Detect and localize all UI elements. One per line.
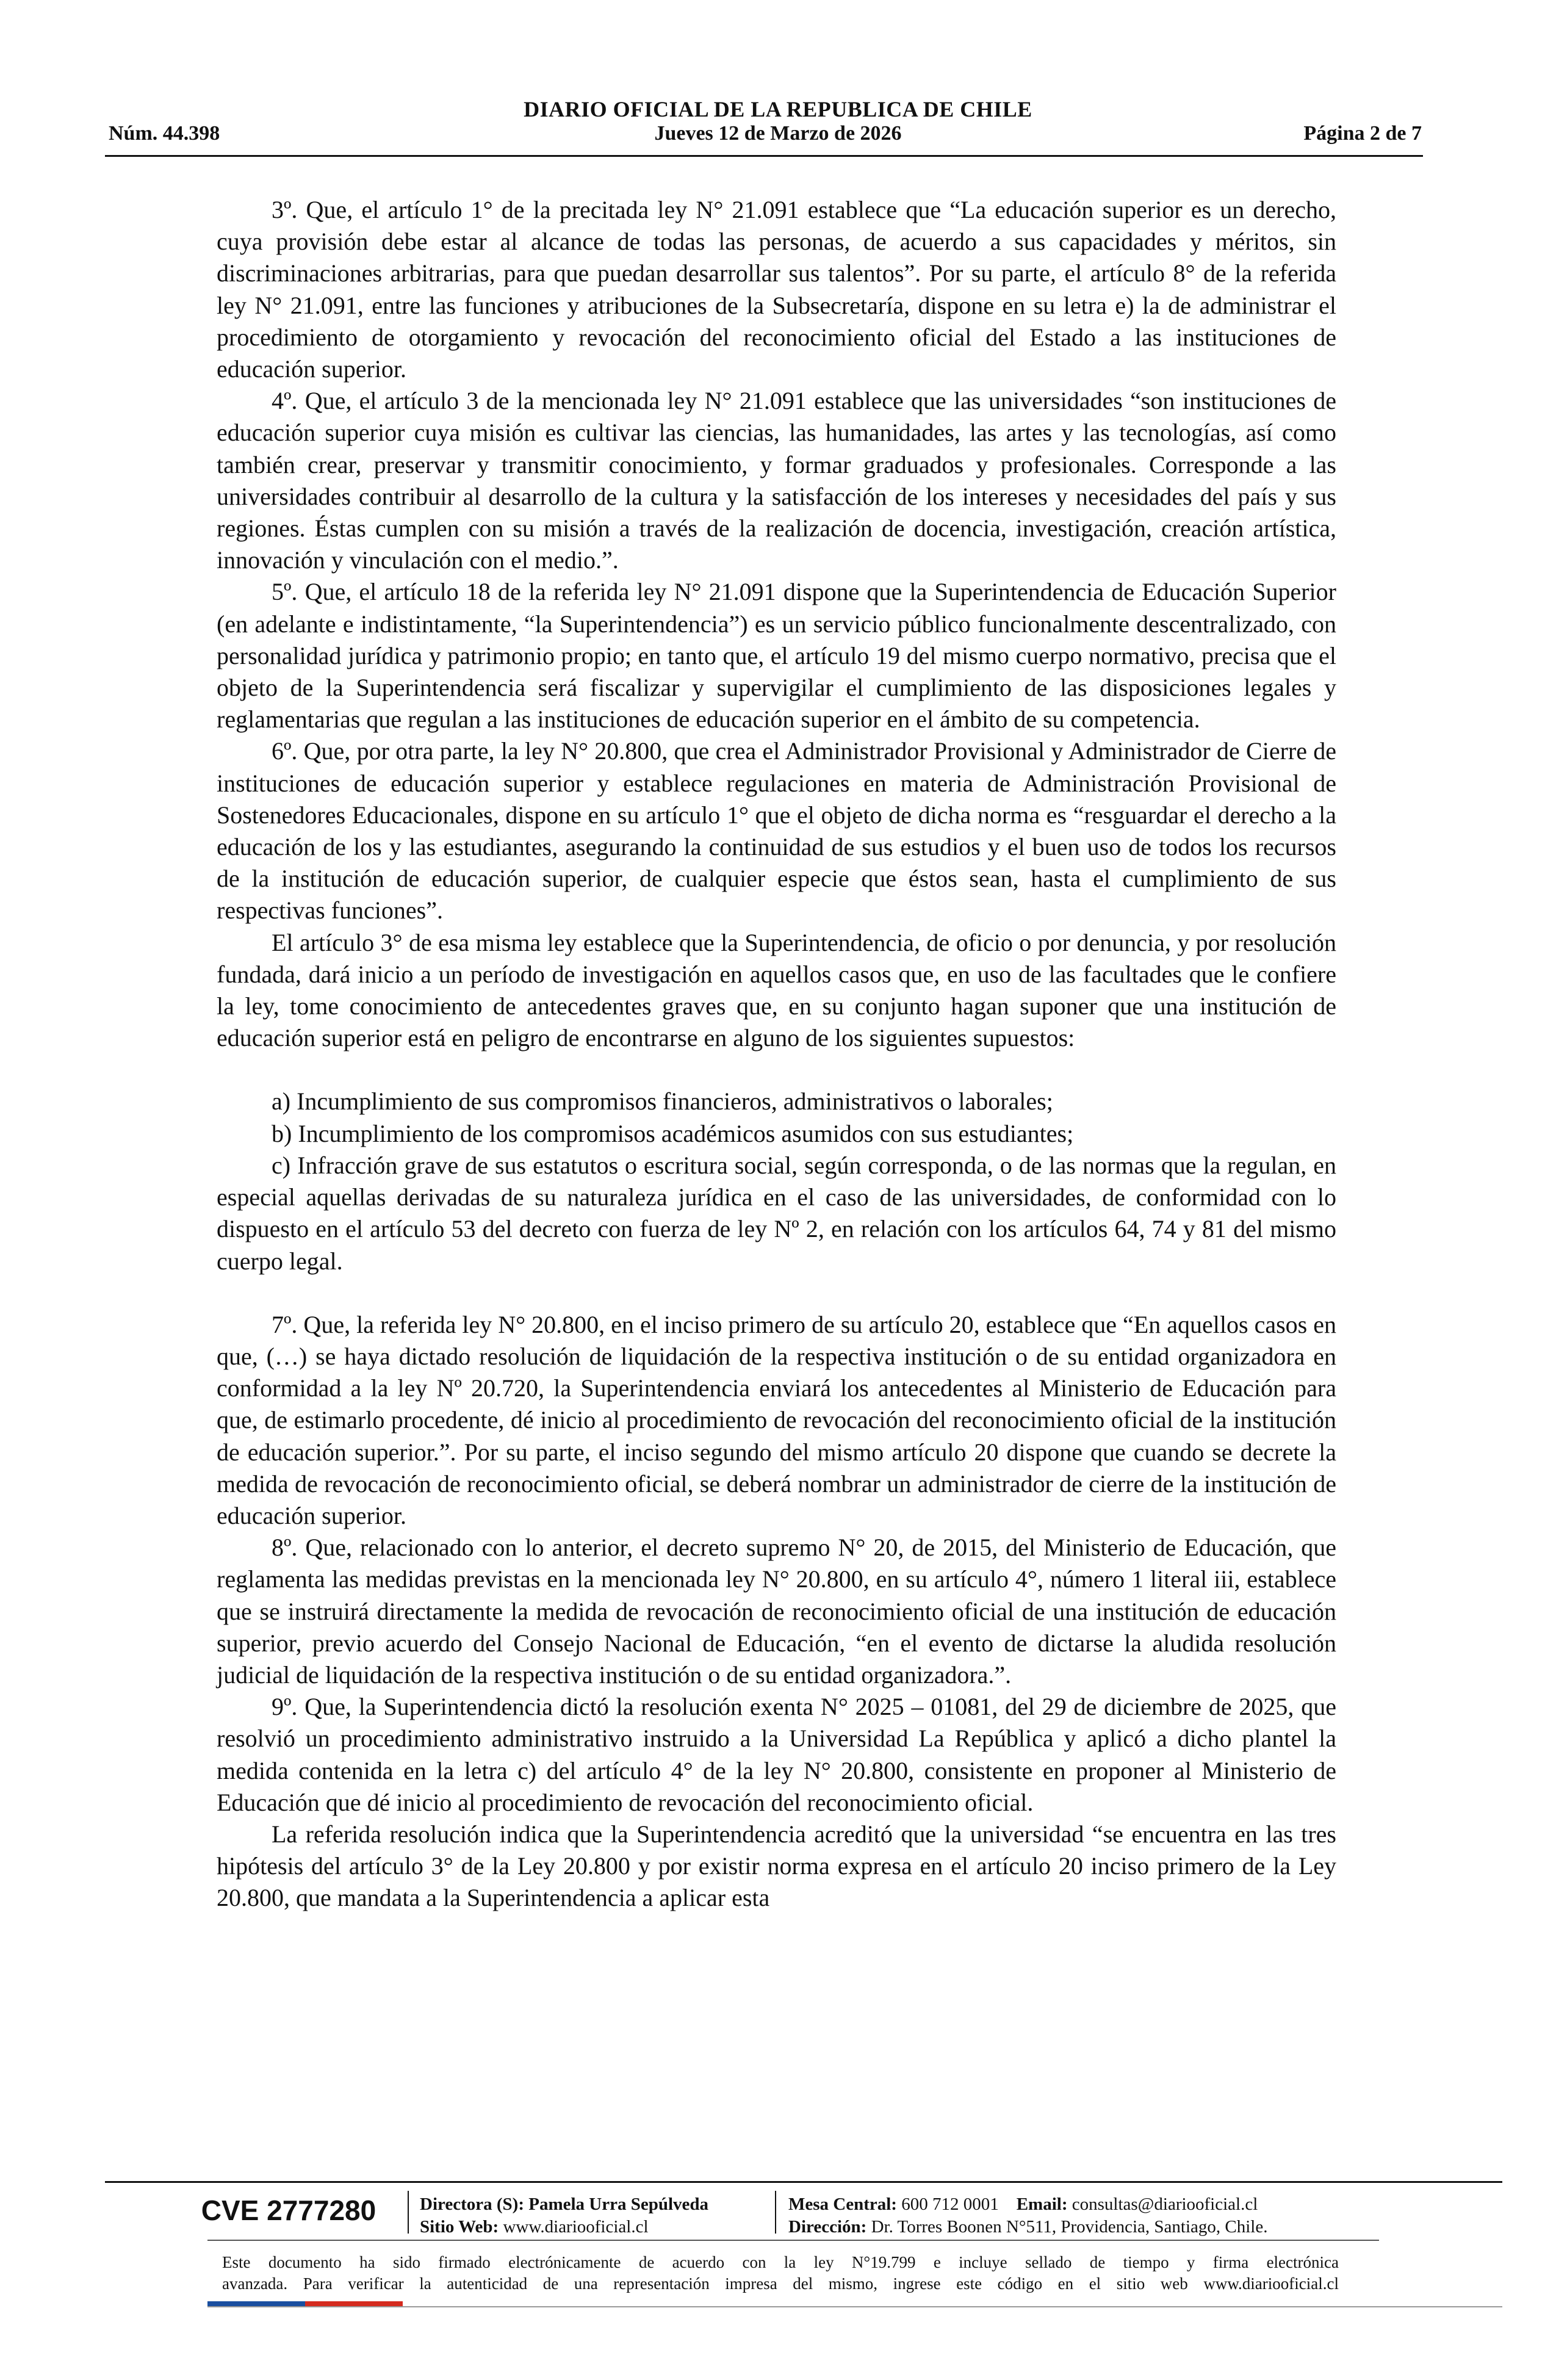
- paragraph-7: 7º. Que, la referida ley N° 20.800, en el inciso primero de su artículo 20, establece que “En aquellos casos en que, (…) se haya dictado resolución de liquidación de la respectiva institución o de su entidad organizadora en conformidad a la ley Nº 20.720, la Superintendencia enviará los antecedentes al Ministerio de Educación para que, de estimarlo procedente, dé inicio al procedimiento de revocación del reconocimiento oficial de la institución de educación superior.”. Por su parte, el inciso segundo del mismo artículo 20 dispone que cuando se decrete la medida de revocación de reconocimiento oficial, se deberá nombrar un administrador de cierre de la institución de educación superior.: [217, 1310, 1336, 1529]
- director-name: Pamela Urra Sepúlveda: [528, 2194, 709, 2214]
- address-label: Dirección:: [788, 2217, 867, 2237]
- list-item-b: b) Incumplimiento de los compromisos académicos asumidos con sus estudiantes;: [272, 1119, 1074, 1147]
- footer-separator: [408, 2191, 409, 2234]
- list-item-a: a) Incumplimiento de sus compromisos financieros, administrativos o laborales;: [272, 1087, 1053, 1116]
- header-divider: [105, 155, 1423, 157]
- footer-director-block: [420, 2193, 708, 2238]
- cve-code: CVE 2777280: [201, 2194, 376, 2226]
- footer-bottom-rule: [207, 2306, 1502, 2307]
- digital-signature-notice: [222, 2252, 1339, 2295]
- document-body: [217, 194, 1336, 1914]
- paragraph-4: 4º. Que, el artículo 3 de la mencionada ley N° 21.091 establece que las universidades “son instituciones de educación superior cuya misión es cultivar las ciencias, las humanidades, las artes y las tecnologías, así como también crear, preservar y transmitir conocimiento, y formar graduados y profesionales. Corresponde a las universidades contribuir al desarrollo de la cultura y la satisfacción de los intereses y necesidades del país y sus regiones. Éstas cumplen con su misión a través de la realización de docencia, investigación, creación artística, innovación y vinculación con el medio.”.: [217, 387, 1336, 574]
- paragraph-9: 9º. Que, la Superintendencia dictó la resolución exenta N° 2025 – 01081, del 29 de diciembre de 2025, que resolvió un procedimiento administrativo instruido a la Universidad La República y aplicó a dicho plantel la medida contenida en la letra c) del artículo 4° de la ley N° 20.800, consistente en proponer al Ministerio de Educación que dé inicio al procedimiento de revocación del reconocimiento oficial.: [217, 1693, 1336, 1816]
- paragraph-5: 5º. Que, el artículo 18 de la referida ley N° 21.091 dispone que la Superintendencia de Educación Superior (en adelante e indistintamente, “la Superintendencia”) es un servicio público funcionalmente descentralizado, con personalidad jurídica y patrimonio propio; en tanto que, el artículo 19 del mismo cuerpo normativo, precisa que el objeto de la Superintendencia será fiscalizar y supervigilar el cumplimiento de las disposiciones legales y reglamentarias que regulan a las instituciones de educación superior en el ámbito de su competencia.: [217, 578, 1336, 734]
- website-label: Sitio Web:: [420, 2217, 499, 2237]
- paragraph-article-3: El artículo 3° de esa misma ley establece que la Superintendencia, de oficio o por denuncia, y por resolución fundada, dará inicio a un período de investigación en aquellos casos que, en uso de las facultades que le confiere la ley, tome conocimiento de antecedentes graves que, en su conjunto hagan suponer que una institución de educación superior está en peligro de encontrarse en alguno de los siguientes supuestos:: [217, 928, 1336, 1052]
- issue-number: Núm. 44.398: [109, 122, 220, 145]
- footer-contact-block: [788, 2193, 1267, 2238]
- paragraph-3: 3º. Que, el artículo 1° de la precitada ley N° 21.091 establece que “La educación superior es un derecho, cuya provisión debe estar al alcance de todas las personas, de acuerdo a sus capacidades y méritos, sin discriminaciones arbitrarias, para que puedan desarrollar sus talentos”. Por su parte, el artículo 8° de la referida ley N° 21.091, entre las funciones y atribuciones de la Subsecretaría, dispone en su letra e) la de administrar el procedimiento de otorgamiento y revocación del reconocimiento oficial del Estado a las instituciones de educación superior.: [217, 196, 1336, 383]
- address-value: Dr. Torres Boonen N°511, Providencia, Santiago, Chile.: [871, 2217, 1268, 2237]
- issue-date: Jueves 12 de Marzo de 2026: [654, 122, 902, 145]
- paragraph-8: 8º. Que, relacionado con lo anterior, el decreto supremo N° 20, de 2015, del Ministerio de Educación, que reglamenta las medidas previstas en la mencionada ley N° 20.800, en su artículo 4°, número 1 literal iii, establece que se instruirá directamente la medida de revocación de reconocimiento oficial de una institución de educación superior, previo acuerdo del Consejo Nacional de Educación, “en el evento de dictarse la aludida resolución judicial de liquidación de la respectiva institución o de su entidad organizadora.”.: [217, 1534, 1336, 1689]
- legal-line-2: avanzada. Para verificar la autenticidad de una representación impresa del mismo, ingrese este código en el sitio web www.diariooficial.cl: [222, 2274, 1339, 2293]
- email-link[interactable]: consultas@diariooficial.cl: [1072, 2194, 1258, 2214]
- footer-separator: [775, 2191, 776, 2234]
- phone-label: Mesa Central:: [788, 2194, 897, 2214]
- legal-line-1: Este documento ha sido firmado electrónicamente de acuerdo con la ley N°19.799 e incluye sellado de tiempo y firma electrónica: [222, 2253, 1339, 2271]
- footer-divider: [105, 2181, 1502, 2183]
- list-item-c: c) Infracción grave de sus estatutos o escritura social, según corresponda, o de las normas que la regulan, en especial aquellas derivadas de su naturaleza jurídica en el caso de las universidades, de conformidad con lo dispuesto en el artículo 53 del decreto con fuerza de ley Nº 2, en relación con los artículos 64, 74 y 81 del mismo cuerpo legal.: [217, 1151, 1336, 1275]
- director-label: Directora (S):: [420, 2194, 524, 2214]
- page-indicator: Página 2 de 7: [1303, 122, 1422, 145]
- phone-value: 600 712 0001: [901, 2194, 999, 2214]
- paragraph-6: 6º. Que, por otra parte, la ley N° 20.800, que crea el Administrador Provisional y Administrador de Cierre de instituciones de educación superior y establece regulaciones en materia de Administración Provisional de Sostenedores Educacionales, dispone en su artículo 1° que el objeto de dicha norma es “resguardar el derecho a la educación de los y las estudiantes, asegurando la continuidad de sus estudios y el buen uso de todos los recursos de la institución de educación superior, de cualquier especie que éstos sean, hasta el cumplimiento de sus respectivas funciones”.: [217, 737, 1336, 925]
- publication-title: DIARIO OFICIAL DE LA REPUBLICA DE CHILE: [524, 97, 1032, 121]
- footer-inner-divider: [207, 2240, 1379, 2241]
- email-label: Email:: [1016, 2194, 1068, 2214]
- website-link[interactable]: www.diariooficial.cl: [503, 2217, 649, 2237]
- paragraph-resolution: La referida resolución indica que la Superintendencia acreditó que la universidad “se encuentra en las tres hipótesis del artículo 3° de la Ley 20.800 y por existir norma expresa en el artículo 20 inciso primero de la Ley 20.800, que mandata a la Superintendencia a aplicar esta: [217, 1820, 1336, 1912]
